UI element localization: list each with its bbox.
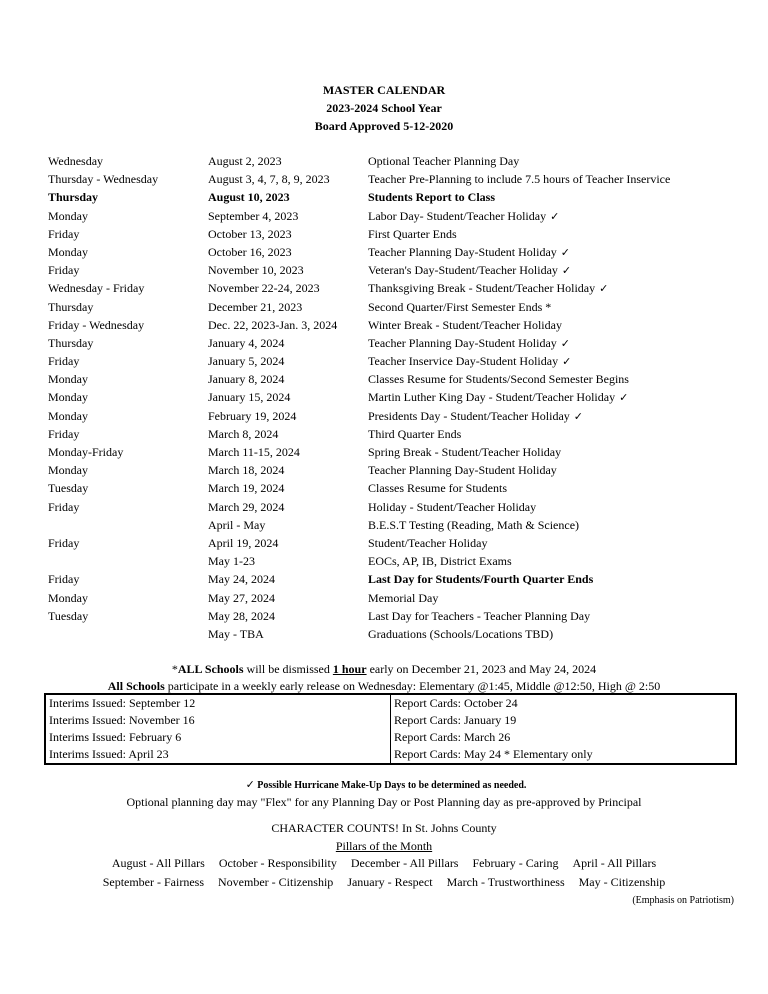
- table-row: [45, 712, 736, 729]
- calendar-day: Friday: [48, 354, 80, 369]
- calendar-event: [368, 170, 670, 188]
- calendar-event: [368, 225, 457, 243]
- check-icon: ✓: [619, 391, 629, 405]
- calendar-event: [368, 334, 570, 353]
- hurricane-note: [0, 778, 768, 791]
- calendar-row: [0, 589, 768, 607]
- character-counts: CHARACTER COUNTS! In St. Johns County: [271, 821, 497, 835]
- check-icon: ✓: [560, 336, 570, 350]
- calendar-day: Friday: [48, 426, 80, 441]
- school-year: 2023-2024 School Year: [326, 101, 442, 115]
- calendar-row: [0, 570, 768, 588]
- pillar-month: December - All Pillars: [350, 856, 459, 870]
- calendar-day: Thursday: [48, 299, 94, 314]
- hurricane-text: Possible Hurricane Make-Up Days to be determined as needed.: [257, 780, 527, 791]
- calendar-date: May 1-23: [208, 554, 255, 569]
- pillars-row-1: [0, 856, 768, 871]
- calendar-event: [368, 552, 512, 570]
- weekly-release-note: [0, 679, 768, 694]
- calendar-event-text: Student/Teacher Holiday: [368, 535, 488, 550]
- calendar-event: [368, 625, 553, 643]
- calendar-day: Friday - Wednesday: [48, 317, 145, 332]
- calendar-event-text: Martin Luther King Day - Student/Teacher Holiday: [368, 390, 616, 405]
- interim-date: Interims Issued: February 6: [49, 730, 182, 744]
- calendar-event-text: Teacher Planning Day-Student Holiday: [368, 335, 557, 350]
- dismissal-note: [0, 662, 768, 677]
- calendar-event-text: Holiday - Student/Teacher Holiday: [368, 499, 537, 514]
- calendar-event-text: Second Quarter/First Semester Ends *: [368, 299, 552, 314]
- check-icon: ✓: [560, 245, 570, 259]
- pillar-month: November - Citizenship: [218, 875, 334, 889]
- pillar-month: January - Respect: [347, 875, 433, 889]
- calendar-row: [0, 279, 768, 297]
- calendar-date: April 19, 2024: [208, 535, 279, 550]
- calendar-event: [368, 534, 487, 552]
- calendar-row: [0, 316, 768, 334]
- calendar-date: January 15, 2024: [208, 390, 291, 405]
- calendar-event: [368, 152, 519, 170]
- interim-report-table: [44, 693, 737, 765]
- calendar-row: [0, 370, 768, 388]
- weekly-rest: participate in a weekly early release on Wednesday: Elementary @1:45, Middle @12:50, High @ 2:50: [164, 679, 661, 693]
- calendar-date: March 8, 2024: [208, 426, 279, 441]
- dismissal-mid: will be dismissed: [243, 662, 333, 676]
- calendar-day: Friday: [48, 263, 80, 278]
- calendar-date: January 4, 2024: [208, 335, 285, 350]
- calendar-date: November 22-24, 2023: [208, 281, 320, 296]
- weekly-all-schools: All Schools: [107, 679, 165, 693]
- calendar-row: [0, 388, 768, 406]
- calendar-date: Dec. 22, 2023-Jan. 3, 2024: [208, 317, 338, 332]
- calendar-day: Thursday: [48, 190, 99, 205]
- calendar-event-text: Last Day for Students/Fourth Quarter Ends: [368, 572, 594, 587]
- page-title: MASTER CALENDAR: [322, 83, 446, 97]
- calendar-day: Wednesday - Friday: [48, 281, 145, 296]
- report-card-date: Report Cards: January 19: [391, 712, 737, 729]
- calendar-row: [0, 152, 768, 170]
- calendar-event-text: Last Day for Teachers - Teacher Planning Day: [368, 608, 591, 623]
- calendar-date: March 29, 2024: [208, 499, 285, 514]
- calendar-event-text: Graduations (Schools/Locations TBD): [368, 626, 554, 641]
- calendar-date: January 8, 2024: [208, 372, 285, 387]
- calendar-event: [368, 316, 562, 334]
- pillars-title: Pillars of the Month: [335, 839, 433, 853]
- emphasis-note: (Emphasis on Patriotism): [632, 895, 734, 906]
- calendar-day: Monday: [48, 463, 88, 478]
- pillar-month: September - Fairness: [102, 875, 204, 889]
- calendar-event-text: Teacher Planning Day-Student Holiday: [368, 463, 557, 478]
- pillar-month: April - All Pillars: [572, 856, 657, 870]
- calendar-event-text: Teacher Pre-Planning to include 7.5 hours of Teacher Inservice: [368, 172, 671, 187]
- calendar-event: [368, 425, 461, 443]
- calendar-row: [0, 625, 768, 643]
- calendar-row: [0, 607, 768, 625]
- calendar-event: [368, 370, 629, 388]
- interim-date: Interims Issued: April 23: [49, 747, 169, 761]
- calendar-date: October 16, 2023: [208, 244, 292, 259]
- all-schools-label: ALL Schools: [177, 662, 244, 676]
- pillars-row-2: [0, 875, 768, 890]
- pillar-month: February - Caring: [472, 856, 559, 870]
- calendar-day: Monday: [48, 372, 88, 387]
- calendar-event-text: Presidents Day - Student/Teacher Holiday: [368, 408, 570, 423]
- check-icon: ✓: [561, 264, 572, 278]
- calendar-row: [0, 261, 768, 279]
- calendar-row: [0, 334, 768, 352]
- calendar-date: September 4, 2023: [208, 208, 299, 223]
- calendar-row: [0, 461, 768, 479]
- calendar-day: Wednesday: [48, 154, 104, 168]
- calendar-row: [0, 425, 768, 443]
- check-icon: ✓: [562, 355, 572, 369]
- calendar-date: August 3, 4, 7, 8, 9, 2023: [208, 172, 330, 187]
- calendar-row: [0, 352, 768, 370]
- calendar-event: [368, 352, 571, 371]
- calendar-row: [0, 170, 768, 188]
- calendar-date: December 21, 2023: [208, 299, 303, 314]
- calendar-event-text: Classes Resume for Students: [368, 481, 507, 496]
- calendar-row: [0, 534, 768, 552]
- calendar-date: May 28, 2024: [208, 608, 275, 623]
- calendar-event-text: First Quarter Ends: [368, 226, 457, 241]
- check-icon: ✓: [573, 409, 583, 423]
- calendar-day: Monday: [48, 390, 88, 405]
- calendar-row: [0, 188, 768, 206]
- table-row: [45, 729, 736, 746]
- report-card-date: Report Cards: October 24: [391, 694, 737, 712]
- calendar-event-text: Optional Teacher Planning Day: [368, 154, 520, 168]
- calendar-event-text: B.E.S.T Testing (Reading, Math & Science): [368, 517, 580, 532]
- calendar-row: [0, 479, 768, 497]
- calendar-date: August 10, 2023: [208, 190, 290, 205]
- calendar-date: January 5, 2024: [208, 354, 285, 369]
- calendar-date: February 19, 2024: [208, 408, 297, 423]
- calendar-list: [0, 152, 768, 643]
- calendar-row: [0, 443, 768, 461]
- board-approval: Board Approved 5-12-2020: [314, 119, 454, 133]
- check-icon: ✓: [245, 778, 255, 791]
- calendar-date: October 13, 2023: [208, 226, 292, 241]
- report-card-date: Report Cards: May 24 * Elementary only: [391, 746, 737, 764]
- calendar-row: [0, 207, 768, 225]
- dismissal-rest: early on December 21, 2023 and May 24, 2024: [366, 662, 597, 676]
- calendar-day: Tuesday: [48, 608, 89, 623]
- calendar-day: Monday-Friday: [48, 445, 124, 459]
- calendar-event: [368, 407, 583, 426]
- calendar-event: [368, 570, 593, 588]
- calendar-date: April - May: [208, 517, 266, 532]
- calendar-event: [368, 188, 495, 206]
- calendar-event: [368, 243, 570, 262]
- calendar-event-text: Memorial Day: [368, 590, 439, 605]
- check-icon: ✓: [550, 209, 560, 223]
- asterisk: *: [171, 662, 178, 676]
- calendar-event-text: Classes Resume for Students/Second Semester Begins: [368, 372, 629, 387]
- calendar-event-text: Third Quarter Ends: [368, 426, 462, 441]
- calendar-date: November 10, 2023: [208, 263, 304, 278]
- calendar-date: May 24, 2024: [208, 572, 275, 587]
- calendar-day: Monday: [48, 590, 88, 605]
- calendar-event: [368, 388, 628, 407]
- calendar-day: Monday: [48, 244, 88, 259]
- calendar-day: Friday: [48, 226, 80, 241]
- calendar-event-text: Winter Break - Student/Teacher Holiday: [368, 317, 562, 332]
- calendar-date: March 11-15, 2024: [208, 445, 300, 459]
- one-hour-label: 1 hour: [332, 662, 367, 676]
- interim-date: Interims Issued: November 16: [49, 713, 195, 727]
- calendar-row: [0, 516, 768, 534]
- calendar-date: August 2, 2023: [208, 154, 282, 168]
- calendar-day: Monday: [48, 208, 88, 223]
- calendar-event: [368, 207, 559, 226]
- calendar-event: [368, 298, 551, 316]
- interim-date: Interims Issued: September 12: [49, 696, 196, 710]
- table-row: [45, 746, 736, 764]
- calendar-event: [368, 261, 571, 280]
- calendar-date: March 19, 2024: [208, 481, 285, 496]
- table-row: [45, 694, 736, 712]
- pillar-month: March - Trustworthiness: [446, 875, 565, 889]
- calendar-event-text: Labor Day- Student/Teacher Holiday: [368, 208, 547, 223]
- calendar-event: [368, 607, 590, 625]
- calendar-day: Friday: [48, 499, 80, 514]
- calendar-event: [368, 589, 438, 607]
- calendar-event-text: EOCs, AP, IB, District Exams: [368, 554, 512, 569]
- calendar-row: [0, 225, 768, 243]
- calendar-row: [0, 407, 768, 425]
- calendar-event-text: Veteran's Day-Student/Teacher Holiday: [368, 263, 558, 278]
- calendar-day: Tuesday: [48, 481, 89, 496]
- calendar-event-text: Spring Break - Student/Teacher Holiday: [368, 445, 562, 459]
- calendar-date: May 27, 2024: [208, 590, 275, 605]
- calendar-day: Thursday - Wednesday: [48, 172, 159, 187]
- pillar-month: May - Citizenship: [578, 875, 666, 889]
- calendar-day: Friday: [48, 535, 80, 550]
- calendar-event: [368, 461, 557, 479]
- pillar-month: August - All Pillars: [111, 856, 205, 870]
- flex-note: Optional planning day may "Flex" for any Planning Day or Post Planning day as pre-approved by Principal: [126, 795, 642, 809]
- calendar-event: [368, 479, 507, 497]
- calendar-event: [368, 516, 579, 534]
- calendar-date: March 18, 2024: [208, 463, 285, 478]
- calendar-date: May - TBA: [208, 626, 264, 641]
- calendar-row: [0, 243, 768, 261]
- check-icon: ✓: [599, 282, 609, 296]
- calendar-event: [368, 443, 561, 461]
- calendar-event: [368, 498, 536, 516]
- calendar-event-text: Thanksgiving Break - Student/Teacher Holiday: [368, 281, 596, 296]
- pillar-month: October - Responsibility: [218, 856, 337, 870]
- calendar-event-text: Teacher Planning Day-Student Holiday: [368, 244, 557, 259]
- calendar-row: [0, 552, 768, 570]
- report-card-date: Report Cards: March 26: [391, 729, 737, 746]
- calendar-day: Thursday: [48, 335, 94, 350]
- calendar-row: [0, 498, 768, 516]
- calendar-event-text: Teacher Inservice Day-Student Holiday: [368, 354, 559, 369]
- calendar-event: [368, 279, 608, 298]
- calendar-day: Friday: [48, 572, 80, 587]
- calendar-row: [0, 298, 768, 316]
- calendar-event-text: Students Report to Class: [368, 190, 496, 205]
- calendar-day: Monday: [48, 408, 88, 423]
